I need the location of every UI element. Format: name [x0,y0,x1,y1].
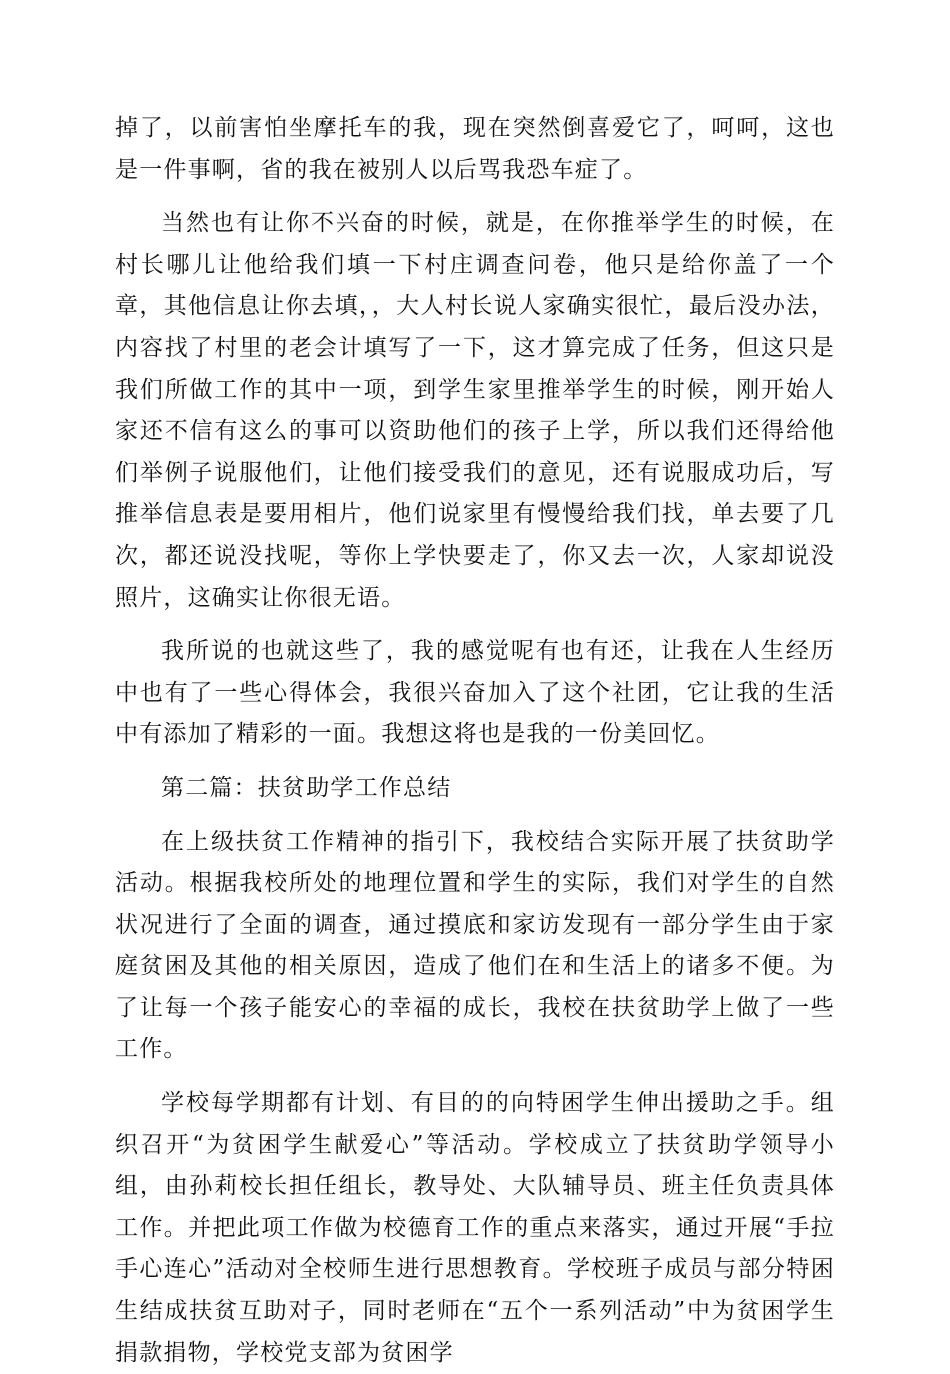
paragraph-school-overview: 在上级扶贫工作精神的指引下，我校结合实际开展了扶贫助学活动。根据我校所处的地理位置和学生的实际，我们对学生的自然状况进行了全面的调查，通过摸底和家访发现有一部分学生由于家庭贫困及其他的相关原因，造成了他们在和生活上的诸多不便。为了让每一个孩子能安心的幸福的成长，我校在扶贫助学上做了一些工作。 [115,828,835,1063]
paragraph-reflection: 我所说的也就这些了，我的感觉呢有也有还，让我在人生经历中也有了一些心得体会，我很兴奋加入了这个社团，它让我的生活中有添加了精彩的一面。我想这将也是我的一份美回忆。 [115,638,835,748]
document-body [115,108,835,1374]
section-heading: 第二篇：扶贫助学工作总结 [161,774,452,801]
paragraph-continuation: 掉了，以前害怕坐摩托车的我，现在突然倒喜爱它了，呵呵，这也是一件事啊，省的我在被别人以后骂我恐车症了。 [115,115,835,183]
paragraph-village-survey: 当然也有让你不兴奋的时候，就是，在你推举学生的时候，在村长哪儿让他给我们填一下村庄调查问卷，他只是给你盖了一个章，其他信息让你去填，，大人村长说人家确实很忙，最后没办法，内容找了村里的老会计填写了一下，这才算完成了任务，但这只是我们所做工作的其中一项，到学生家里推举学生的时候，刚开始人家还不信有这么的事可以资助他们的孩子上学，所以我们还得给他们举例子说服他们，让他们接受我们的意见，还有说服成功后，写推举信息表是要用相片，他们说家里有慢慢给我们找，单去要了几次，都还说没找呢，等你上学快要走了，你又去一次，人家却说没照片，这确实让你很无语。 [115,210,835,611]
paragraph-school-activities: 学校每学期都有计划、有目的的向特困学生伸出援助之手。组织召开“为贫困学生献爱心”等活动。学校成立了扶贫助学领导小组，由孙莉校长担任组长，教导处、大队辅导员、班主任负责具体工作。并把此项工作做为校德育工作的重点来落实，通过开展“手拉手心连心”活动对全校师生进行思想教育。学校班子成员与部分特困生结成扶贫互助对子，同时老师在“五个一系列活动”中为贫困学生捐款捐物，学校党支部为贫困学 [115,1090,835,1366]
